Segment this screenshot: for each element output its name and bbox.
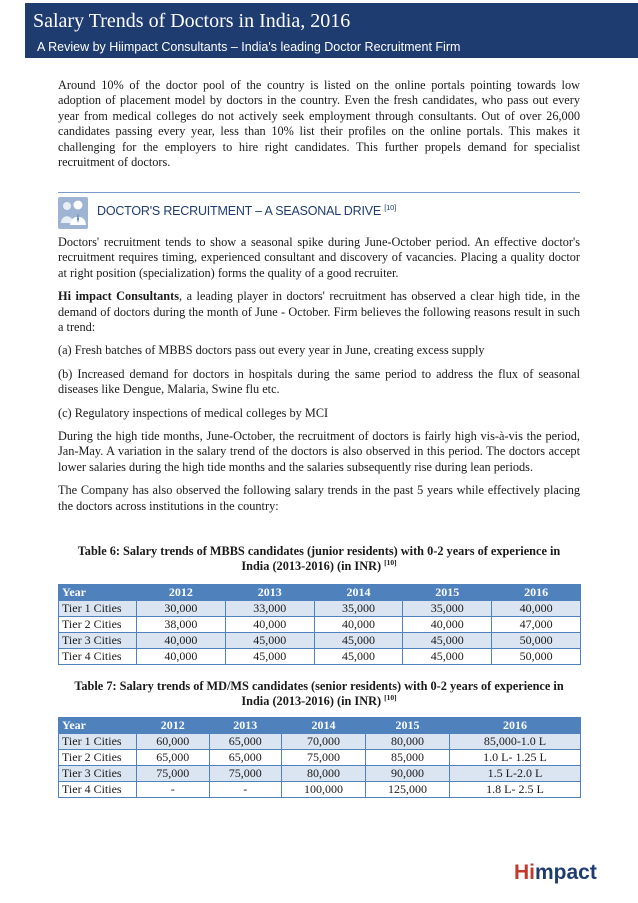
table-cell: 90,000 bbox=[366, 766, 450, 782]
table-cell: 40,000 bbox=[137, 633, 226, 649]
table-row bbox=[59, 601, 581, 617]
paragraph-seasonal: Doctors' recruitment tends to show a seasonal spike during June-October period. An effective doctor's recruitment requires timing, experienced consultant and discovery of vacancies. Placing a quality doctor at right position (specialization) forms the quality of a good recruiter. bbox=[58, 235, 580, 280]
table-cell: 100,000 bbox=[282, 782, 366, 798]
intro-paragraph-block bbox=[58, 78, 580, 170]
table-cell: 35,000 bbox=[403, 601, 492, 617]
row-label: Tier 1 Cities bbox=[59, 734, 137, 750]
doctor-people-icon bbox=[58, 197, 88, 229]
reason-c: (c) Regulatory inspections of medical colleges by MCI bbox=[58, 405, 329, 420]
table-cell: 40,000 bbox=[137, 649, 226, 665]
table-row bbox=[59, 750, 581, 766]
row-label: Tier 4 Cities bbox=[59, 782, 137, 798]
page-header bbox=[25, 3, 638, 58]
table6 bbox=[58, 584, 581, 665]
row-label: Tier 2 Cities bbox=[59, 750, 137, 766]
col-header: Year bbox=[59, 718, 137, 734]
paragraph-high-tide: During the high tide months, June-October, the recruitment of doctors is fairly high vis-à-vis the period, Jan-May. A variation in the salary trend of the doctors is also observed in this period. The doctors accept lower salaries during the high tide months and the salaries subsequently rise during lean periods. bbox=[58, 429, 580, 474]
table6-caption-line2 bbox=[58, 559, 580, 574]
table-cell: 80,000 bbox=[366, 734, 450, 750]
table-cell: 35,000 bbox=[314, 601, 403, 617]
table-cell: 1.0 L- 1.25 L bbox=[449, 750, 580, 766]
himpact-logo bbox=[514, 861, 626, 891]
table-cell: 60,000 bbox=[137, 734, 210, 750]
row-label: Tier 4 Cities bbox=[59, 649, 137, 665]
table6-caption bbox=[58, 544, 580, 574]
table-cell: 1.8 L- 2.5 L bbox=[449, 782, 580, 798]
table-cell: 45,000 bbox=[403, 649, 492, 665]
table7-caption-line2 bbox=[58, 694, 580, 709]
page-title: Salary Trends of Doctors in India, 2016 bbox=[33, 10, 351, 32]
table-cell: - bbox=[137, 782, 210, 798]
table-header-row bbox=[59, 585, 581, 601]
intro-paragraph: Around 10% of the doctor pool of the country is listed on the online portals pointing towards low adoption of placement model by doctors in the country. Even the fresh candidates, who pass out every year from medical colleges do not actively seek employment through consultants. Out of over 26,000 candidates passing every year, less than 10% list their profiles on the online portals. This makes it challenging for the employers to hire right candidates. This further propels demand for specialist recruitment of doctors. bbox=[58, 78, 580, 170]
col-header: 2016 bbox=[492, 585, 581, 601]
table-cell: 38,000 bbox=[137, 617, 226, 633]
col-header: 2014 bbox=[282, 718, 366, 734]
table-row bbox=[59, 649, 581, 665]
section-title-ref: [10] bbox=[384, 202, 397, 212]
row-label: Tier 3 Cities bbox=[59, 766, 137, 782]
reason-a: (a) Fresh batches of MBBS doctors pass out every year in June, creating excess supply bbox=[58, 343, 485, 358]
table7-ref: [10] bbox=[384, 692, 397, 702]
table-cell: 33,000 bbox=[225, 601, 314, 617]
table-cell: 45,000 bbox=[403, 633, 492, 649]
reason-b: (b) Increased demand for doctors in hospitals during the same period to address the flux of seasonal diseases like Dengue, Malaria, Swine flu etc. bbox=[58, 366, 580, 397]
row-label: Tier 2 Cities bbox=[59, 617, 137, 633]
table-header-row bbox=[59, 718, 581, 734]
table-cell: 75,000 bbox=[137, 766, 210, 782]
table-cell: 1.5 L-2.0 L bbox=[449, 766, 580, 782]
table-row bbox=[59, 734, 581, 750]
table6-ref: [10] bbox=[384, 557, 397, 567]
table-cell: 50,000 bbox=[492, 649, 581, 665]
col-header: 2015 bbox=[403, 585, 492, 601]
paragraph-hiimpact-text: , a leading player in doctors' recruitment has observed a clear high tide, in the demand of doctors during the month of June - October. Firm believes the following reasons result in such a trend: bbox=[58, 289, 581, 335]
logo-mpact: mpact bbox=[535, 861, 597, 884]
table-row bbox=[59, 782, 581, 798]
table-cell: 40,000 bbox=[492, 601, 581, 617]
logo-hi: Hi bbox=[514, 861, 535, 884]
table-row bbox=[59, 766, 581, 782]
body-text bbox=[58, 235, 580, 514]
table-cell: 75,000 bbox=[282, 750, 366, 766]
paragraph-hiimpact bbox=[58, 289, 580, 335]
table-cell: 30,000 bbox=[137, 601, 226, 617]
table-cell: 85,000 bbox=[366, 750, 450, 766]
col-header: 2012 bbox=[137, 718, 210, 734]
section-title bbox=[97, 204, 396, 218]
table-cell: 65,000 bbox=[137, 750, 210, 766]
col-header: 2013 bbox=[225, 585, 314, 601]
table-row bbox=[59, 633, 581, 649]
table-cell: 70,000 bbox=[282, 734, 366, 750]
table-cell: 75,000 bbox=[209, 766, 282, 782]
col-header: Year bbox=[59, 585, 137, 601]
table-cell: 50,000 bbox=[492, 633, 581, 649]
table-row bbox=[59, 617, 581, 633]
table7-caption-line2-text: India (2013-2016) (in INR) bbox=[241, 694, 382, 708]
table6-caption-line1: Table 6: Salary trends of MBBS candidates (junior residents) with 0-2 years of experience in bbox=[77, 544, 561, 558]
section-divider bbox=[58, 192, 580, 193]
table7 bbox=[58, 717, 581, 798]
table-cell: 45,000 bbox=[225, 649, 314, 665]
company-name: Hi impact Consultants bbox=[58, 289, 180, 304]
table-cell: 45,000 bbox=[314, 633, 403, 649]
table-cell: 65,000 bbox=[209, 750, 282, 766]
table-cell: 40,000 bbox=[225, 617, 314, 633]
col-header: 2013 bbox=[209, 718, 282, 734]
table-cell: 47,000 bbox=[492, 617, 581, 633]
section-title-text: DOCTOR'S RECRUITMENT – A SEASONAL DRIVE bbox=[97, 204, 382, 218]
table-cell: 85,000-1.0 L bbox=[449, 734, 580, 750]
col-header: 2015 bbox=[366, 718, 450, 734]
table-cell: 65,000 bbox=[209, 734, 282, 750]
table-cell: 80,000 bbox=[282, 766, 366, 782]
table-cell: 40,000 bbox=[403, 617, 492, 633]
col-header: 2014 bbox=[314, 585, 403, 601]
paragraph-salary-trends: The Company has also observed the following salary trends in the past 5 years while effectively placing the doctors across institutions in the country: bbox=[58, 483, 580, 513]
table-cell: 125,000 bbox=[366, 782, 450, 798]
col-header: 2012 bbox=[137, 585, 226, 601]
table7-caption-line1: Table 7: Salary trends of MD/MS candidates (senior residents) with 0-2 years of experience in bbox=[74, 679, 564, 693]
row-label: Tier 1 Cities bbox=[59, 601, 137, 617]
page-subtitle: A Review by Hiimpact Consultants – India's leading Doctor Recruitment Firm bbox=[37, 40, 461, 54]
col-header: 2016 bbox=[449, 718, 580, 734]
table6-caption-line2-text: India (2013-2016) (in INR) bbox=[241, 559, 382, 573]
table-cell: 40,000 bbox=[314, 617, 403, 633]
table-cell: 45,000 bbox=[225, 633, 314, 649]
row-label: Tier 3 Cities bbox=[59, 633, 137, 649]
table-cell: - bbox=[209, 782, 282, 798]
table-cell: 45,000 bbox=[314, 649, 403, 665]
table7-caption bbox=[58, 679, 580, 709]
